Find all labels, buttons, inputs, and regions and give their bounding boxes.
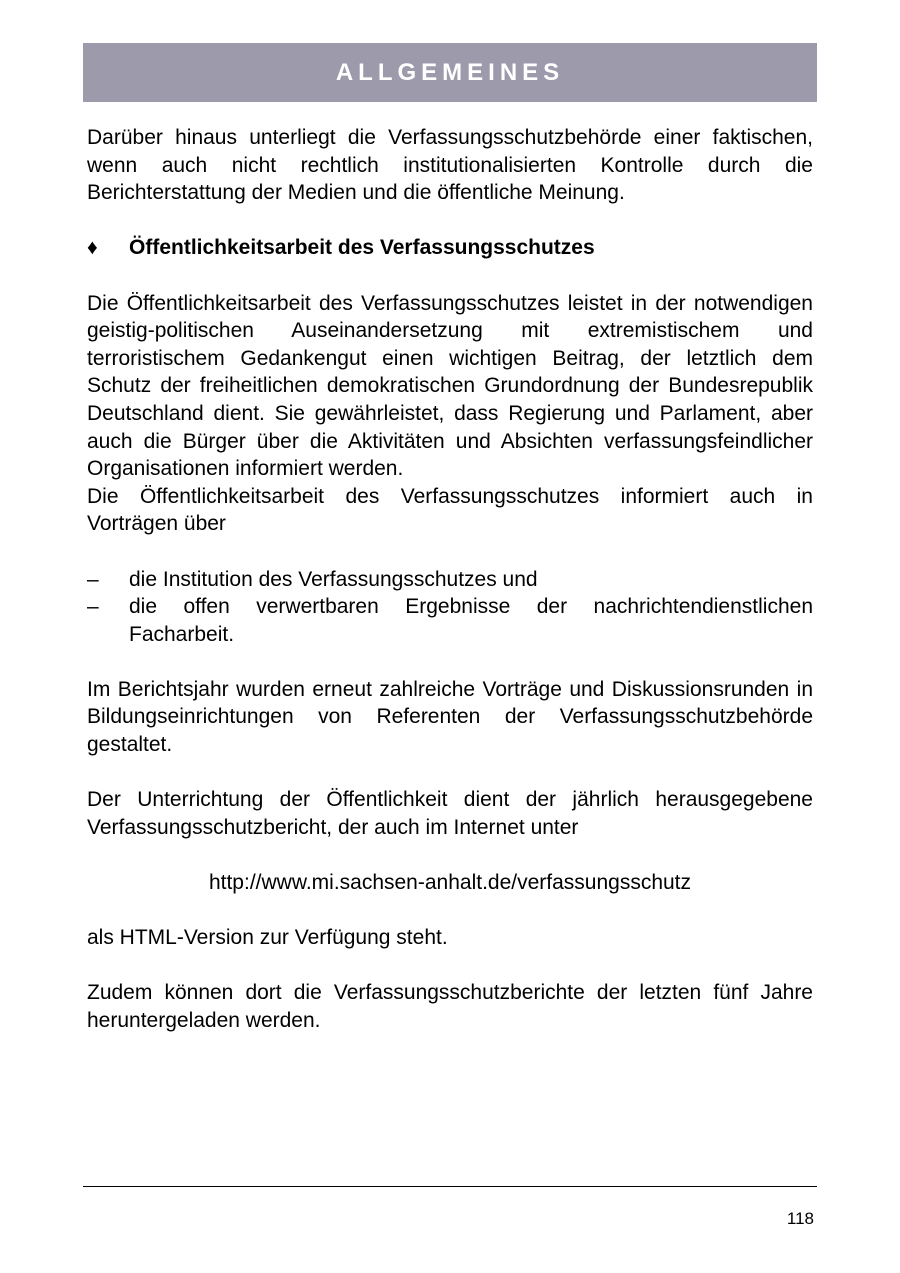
- paragraph-report-year: Im Berichtsjahr wurden erneut zahlreiche Vorträge und Diskussionsrunden in Bildungseinrichtungen von Referenten der Verfassungsschutzbehörde gestaltet.: [87, 677, 813, 757]
- dash-bullet-icon: –: [87, 595, 99, 619]
- dash-bullet-icon: –: [87, 567, 99, 591]
- website-url: http://www.mi.sachsen-anhalt.de/verfassungsschutz: [208, 871, 692, 895]
- paragraph-media-control: Darüber hinaus unterliegt die Verfassungsschutzbehörde einer faktischen, wenn auch nicht rechtlich institutionalisierten Kontrolle durch die Berichterstattung der Medien und die öffentliche Meinung.: [87, 126, 813, 205]
- list-item: [87, 593, 813, 648]
- diamond-bullet-icon: ♦: [87, 236, 98, 260]
- paragraph-public-relations: Die Öffentlichkeitsarbeit des Verfassungsschutzes leistet in der notwendigen geistig-politischen Auseinandersetzung mit extremistischem und terroristischem Gedankengut einen wichtigen Beitrag, der letztlich dem Schutz der freiheitlichen demokratischen Grundordnung der Bundesrepublik Deutschland dient. Sie gewährleistet, dass Regierung und Parlament, aber auch die Bürger über die Aktivitäten und Absichten verfassungsfeindlicher Organisationen informiert werden.: [87, 291, 813, 481]
- paragraph-downloads: Zudem können dort die Verfassungsschutzberichte der letzten fünf Jahre heruntergeladen werden.: [87, 981, 813, 1032]
- list-item: [87, 566, 813, 594]
- paragraph-annual-report: Der Unterrichtung der Öffentlichkeit dient der jährlich herausgegebene Verfassungsschutzbericht, der auch im Internet unter: [87, 788, 813, 839]
- page-number: 118: [786, 1209, 814, 1228]
- section-title: ALLGEMEINES: [335, 58, 565, 86]
- section-heading-text: Öffentlichkeitsarbeit des Verfassungsschutzes: [129, 236, 595, 260]
- section-header-bar: [83, 43, 817, 102]
- list-item-text: die offen verwertbaren Ergebnisse der nachrichtendienstlichen Facharbeit.: [129, 595, 813, 646]
- paragraph-html-version: als HTML-Version zur Verfügung steht.: [87, 926, 448, 950]
- lecture-topics-list: [87, 566, 813, 649]
- page-content: [87, 124, 813, 1035]
- section-heading: [87, 234, 813, 262]
- paragraph-lectures-intro: Die Öffentlichkeitsarbeit des Verfassungsschutzes informiert auch in Vorträgen über: [87, 484, 813, 536]
- list-item-text: die Institution des Verfassungsschutzes und: [129, 567, 538, 591]
- footer-divider: [83, 1186, 817, 1187]
